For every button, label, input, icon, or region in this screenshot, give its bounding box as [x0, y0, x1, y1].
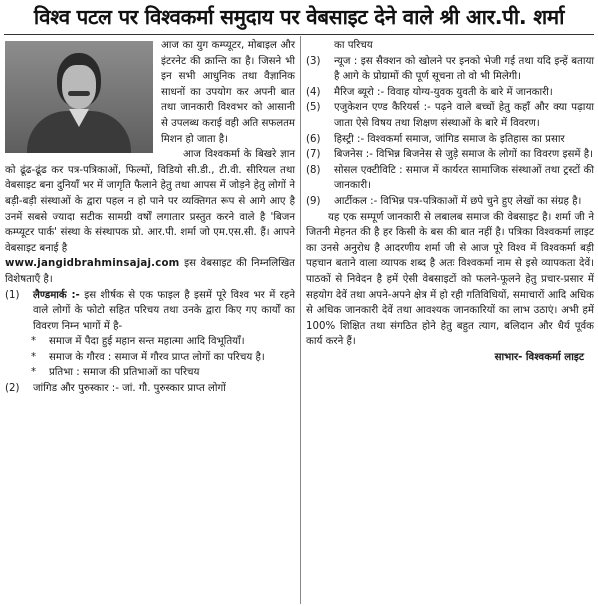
headline-rule: [4, 34, 594, 35]
website-line: [5, 256, 295, 287]
list-item-5: [306, 100, 594, 131]
sub-text: समाज के गौरव : समाज में गौरव प्राप्त लोगों का परिचय है।: [49, 351, 265, 363]
sub-item: [31, 365, 295, 381]
intro-text: आज का युग कम्प्यूटर, मोबाइल और इंटरनेट की क्रान्ति का है। जिसने भी इन सभी आधुनिक तथा वैज्ञानिक साधनों का उपयोग कर अपनी बात तथा जानकारी विश्वभर को आसानी से उपलब्ध कराई वही अति सफलतम मिशन हो जाता है।: [161, 40, 295, 145]
item-text: एजुकेशन एण्ड कैरियर्स :- पढ़ने वाले बच्चों हेतु कहाँ और क्या पढ़ाया जाता ऐसे विषय तथा शिक्षण संस्थाओं के बारे में विवरण।: [334, 102, 594, 129]
list-item-9: [306, 194, 594, 210]
column-divider: [300, 36, 301, 604]
list-item-8: [306, 163, 594, 194]
item-number: (9): [306, 195, 321, 207]
item-number: (4): [306, 86, 321, 98]
item-text: न्यूज : इस सैक्शन को खोलने पर इनको भेजी गई तथा यदि इन्हें बताया है आगे के प्रोग्रामों की पूर्ण सूचना तो वो भी मिलेगी।: [334, 55, 594, 83]
website-url: www.jangidbrahminsajaj.com: [5, 258, 180, 270]
list-item-6: [306, 132, 594, 148]
sub-item: [31, 350, 295, 366]
website-tail: इस वेबसाइट की निम्नलिखित विशेषताएँ है।: [5, 258, 295, 285]
item-number: (6): [306, 133, 321, 145]
item-number: (1): [5, 289, 20, 301]
list-item-4: [306, 85, 594, 101]
item-text: सोसल एक्टीविटि : समाज में कार्यरत सामाजिक संस्थाओं तथा ट्रस्टों की जानकारी।: [334, 164, 594, 192]
sub-item: [31, 334, 295, 350]
item-text: मैरिज ब्यूरो :- विवाह योग्य-युवक युवती के बारे में जानकारी।: [334, 86, 553, 98]
left-column: [5, 38, 295, 397]
item-number: (2): [5, 383, 20, 395]
portrait-photo: [5, 41, 153, 153]
sub-text: समाज में पैदा हुई महान सन्त महात्मा आदि विभूतियाँ।: [49, 336, 245, 348]
right-column: [306, 38, 594, 365]
item-number: (3): [306, 55, 321, 67]
item-number: (7): [306, 149, 321, 161]
item-text: आर्टीकल :- विभिन्न पत्र-पत्रिकाओं में छपे चुने हुए लेखों का संग्रह है।: [334, 195, 582, 207]
list-item-3: [306, 54, 594, 85]
body-paragraph: आज विश्वकर्मा के बिखरे ज्ञान को ढूंढ-ढूंढ कर पत्र-पत्रिकाओं, फिल्मों, विडियो सी.डी., टी.वी. सीरियल तथा वेबसाइट बना दुनियाँ भर में जागृति फैलाने हेतु तथा आपस में जोड़ने हेतु लोगों ने बड़ी-बड़ी संस्थाओं के द्वारा पहल न हो पाने पर व्यक्तिगत रूप से आगे आए है उनमें सबसे ज्यादा सटीक सामग्री वर्षों लगातार प्रस्तुत करने वाले है 'बिजन कम्प्यूटर पार्क' संस्था के संस्थापक प्रो. आर.पी. शर्मा जो एम.एस.सी. हैं। आपने वेबसाइट बनाई है: [5, 149, 295, 254]
list-item-1: [5, 288, 295, 335]
sub-bullet: *: [31, 336, 37, 348]
continuation-text: का परिचय: [334, 40, 373, 51]
headline: विश्व पटल पर विश्वकर्मा समुदाय पर वेबसाइट देने वाले श्री आर.पी. शर्मा: [33, 5, 565, 29]
closing-paragraph: यह एक सम्पूर्ण जानकारी से लबालब समाज की वेबसाइट है। शर्मा जी ने जितनी मेहनत की है हर किसी के बस की बात नहीं है। पत्रिका विश्वकर्मा लाइट का उनसे अनुरोध है आदरणीय शर्मा जी से आज पूरे विश्व में विश्वकर्मा बड़ी पहचान बताने वाला व्यापक शब्द है अतः विश्वकर्मा नाम से इसे व्यापकता देवें। पाठकों से निवेदन है हमें ऐसी वेबसाइटों को फलने-फूलने हेतु प्रचार-प्रसार में सहयोग देवें तथा अपने-अपने क्षेत्र में हो रही गतिविधियों, समाचारों आदि अधिक से अधिक जानकारी देवें तथा आवश्यक जानकारियों का लाभ उठाएं। अभी हमें 100% शिक्षित तथा संगठित होने हेतु बहुत त्याग, बलिदान और धैर्य पूर्वक कार्य करने हैं।: [306, 211, 594, 348]
item-text: जांगिड और पुरुस्कार :- जां. गौ. पुरुस्कार प्राप्त लोगों: [33, 383, 226, 395]
item-text: हिस्ट्री :- विश्वकर्मा समाज, जांगिड समाज के इतिहास का प्रसार: [334, 133, 565, 145]
list-item-2: [5, 381, 295, 397]
sub-bullet: *: [31, 351, 37, 363]
item-text: बिजनेस :- विभिन्न बिजनेस से जुड़े समाज के लोगों का विवरण इसमें है।: [334, 149, 594, 161]
item-number: (5): [306, 102, 321, 114]
source-credit: साभार- विश्वकर्मा लाइट: [494, 351, 584, 363]
item-number: (8): [306, 164, 321, 176]
item-heading: लैण्डमार्क :-: [33, 289, 80, 301]
sub-bullet: *: [31, 367, 37, 379]
list-item-7: [306, 147, 594, 163]
sub-text: प्रतिभा : समाज की प्रतिभाओं का परिचय: [49, 367, 200, 379]
item-text: [33, 288, 295, 335]
item-body: इस शीर्षक से एक फाइल है इसमें पूरे विश्व भर में रहने वाले लोगों के फोटो सहित परिचय तथा उनके द्वारा किए गए कार्यों का विवरण निम्न भागों में है-: [33, 289, 295, 332]
